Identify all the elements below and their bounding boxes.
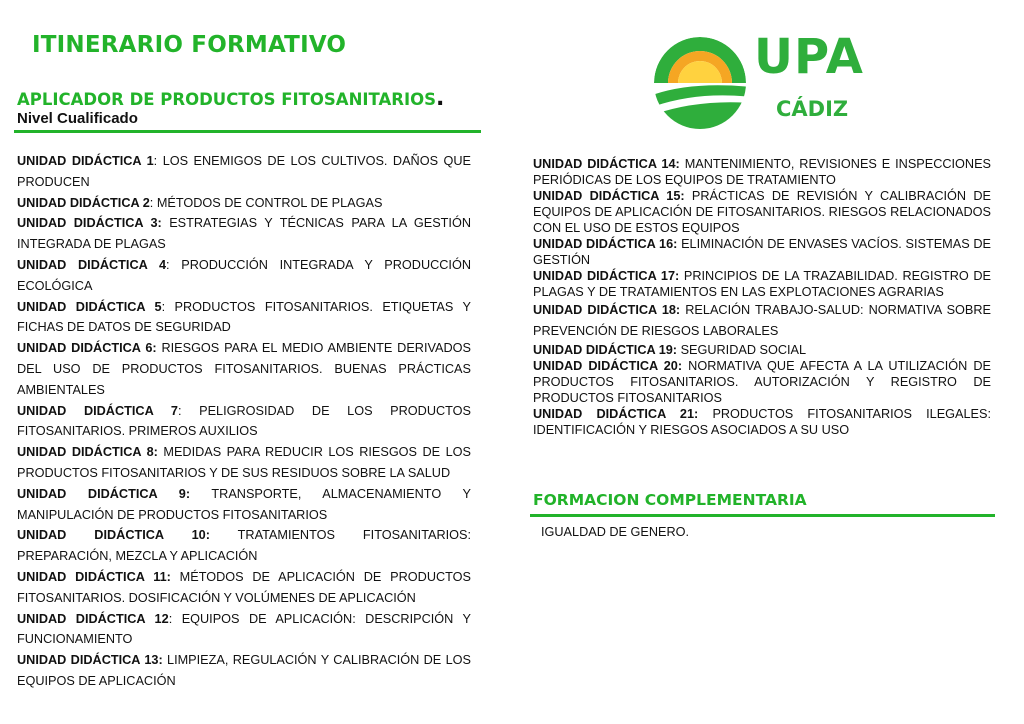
unit-text: SEGURIDAD SOCIAL	[680, 343, 807, 357]
logo-text: UPA	[754, 29, 864, 85]
unit-text: TRATAMIENTOS FITOSANITARIOS: PREPARACIÓN, MEZCLA Y APLICACIÓN	[17, 528, 472, 564]
unit-item	[17, 151, 471, 193]
unit-item	[533, 236, 991, 268]
unit-item	[17, 484, 471, 526]
unit-item	[17, 650, 471, 692]
unit-item	[17, 297, 471, 339]
unit-separator: :	[177, 403, 200, 418]
unit-text: RELACIÓN TRABAJO-SALUD: NORMATIVA SOBRE PREVENCIÓN DE RIESGOS LABORALES	[533, 303, 991, 338]
unit-label: UNIDAD DIDÁCTICA 8:	[17, 445, 158, 460]
unit-label: UNIDAD DIDÁCTICA 16:	[533, 237, 678, 251]
unit-label: UNIDAD DIDÁCTICA 4	[17, 257, 167, 272]
unit-separator	[210, 528, 238, 542]
units-list-right	[533, 156, 991, 438]
complementary-divider	[530, 514, 995, 517]
unit-text: MÉTODOS DE CONTROL DE PLAGAS	[156, 195, 383, 210]
unit-item	[533, 342, 991, 358]
unit-separator: :	[161, 299, 175, 314]
unit-item	[17, 213, 471, 255]
unit-item	[533, 156, 991, 188]
unit-item	[17, 442, 471, 484]
units-list-left	[17, 151, 471, 692]
unit-text: EQUIPOS DE APLICACIÓN: DESCRIPCIÓN Y FUNCIONAMIENTO	[17, 611, 471, 647]
unit-item	[17, 567, 471, 609]
header-divider	[14, 130, 481, 133]
unit-text: MANTENIMIENTO, REVISIONES E INSPECCIONES PERIÓDICAS DE LOS EQUIPOS DE TRATAMIENTO	[533, 157, 992, 187]
unit-item	[17, 609, 471, 651]
unit-separator	[698, 407, 712, 421]
unit-label: UNIDAD DIDÁCTICA 9:	[17, 486, 191, 501]
unit-item	[533, 268, 991, 300]
unit-separator	[685, 189, 692, 203]
upa-cadiz-logo	[652, 29, 877, 132]
unit-text: TRANSPORTE, ALMACENAMIENTO Y MANIPULACIÓN DE PRODUCTOS FITOSANITARIOS	[17, 486, 471, 522]
unit-label: UNIDAD DIDÁCTICA 13:	[17, 653, 163, 668]
unit-separator	[171, 570, 180, 584]
unit-item	[533, 358, 991, 406]
unit-label: UNIDAD DIDÁCTICA 6:	[17, 341, 157, 356]
sun-field-icon	[652, 35, 752, 132]
unit-label: UNIDAD DIDÁCTICA 3:	[17, 216, 162, 231]
unit-text: MEDIDAS PARA REDUCIR LOS RIESGOS DE LOS PRODUCTOS FITOSANITARIOS Y DE SUS RESIDUOS SOBRE LA SALUD	[17, 445, 471, 480]
unit-item	[17, 525, 471, 567]
unit-label: UNIDAD DIDÁCTICA 10:	[17, 528, 210, 543]
unit-item	[533, 188, 991, 236]
unit-item	[17, 193, 471, 214]
unit-item	[533, 300, 991, 342]
unit-text: LIMPIEZA, REGULACIÓN Y CALIBRACIÓN DE LOS EQUIPOS DE APLICACIÓN	[17, 653, 471, 688]
unit-text: PRODUCTOS FITOSANITARIOS ILEGALES: IDENTIFICACIÓN Y RIESGOS ASOCIADOS A SU USO	[533, 407, 992, 437]
unit-label: UNIDAD DIDÁCTICA 11:	[17, 569, 171, 584]
unit-label: UNIDAD DIDÁCTICA 20:	[533, 359, 683, 373]
unit-text: PELIGROSIDAD DE LOS PRODUCTOS FITOSANITARIOS. PRIMEROS AUXILIOS	[17, 403, 471, 439]
unit-text: RIESGOS PARA EL MEDIO AMBIENTE DERIVADOS DEL USO DE PRODUCTOS FITOSANITARIOS. BUENAS PRÁCTICAS AMBIENTALES	[17, 341, 471, 397]
unit-label: UNIDAD DIDÁCTICA 2	[17, 195, 150, 210]
unit-label: UNIDAD DIDÁCTICA 18:	[533, 303, 681, 317]
unit-label: UNIDAD DIDÁCTICA 14:	[533, 157, 680, 171]
course-title-dot: .	[436, 86, 445, 111]
unit-separator: :	[166, 257, 182, 272]
unit-item	[17, 338, 471, 400]
course-level: Nivel Cualificado	[17, 110, 138, 127]
unit-text: MÉTODOS DE APLICACIÓN DE PRODUCTOS FITOSANITARIOS. DOSIFICACIÓN Y VOLÚMENES DE APLICACIÓN	[17, 569, 471, 605]
complementary-item: IGUALDAD DE GENERO.	[541, 525, 690, 539]
unit-label: UNIDAD DIDÁCTICA 17:	[533, 269, 680, 283]
unit-separator	[190, 487, 211, 501]
unit-text: PRODUCCIÓN INTEGRADA Y PRODUCCIÓN ECOLÓGICA	[17, 257, 471, 293]
unit-label: UNIDAD DIDÁCTICA 21:	[533, 407, 699, 421]
unit-text: PRINCIPIOS DE LA TRAZABILIDAD. REGISTRO DE PLAGAS Y DE TRATAMIENTOS EN LAS EXPLOTACIONES AGRARIAS	[533, 269, 991, 299]
logo-region: CÁDIZ	[776, 97, 849, 121]
unit-label: UNIDAD DIDÁCTICA 7	[17, 403, 178, 418]
unit-text: LOS ENEMIGOS DE LOS CULTIVOS. DAÑOS QUE PRODUCEN	[17, 154, 472, 189]
unit-text: PRÁCTICAS DE REVISIÓN Y CALIBRACIÓN DE EQUIPOS DE APLICACIÓN DE FITOSANITARIOS. RIESGOS RELACIONADOS CON EL USO DE ESTOS EQUIPOS	[533, 189, 991, 235]
unit-separator: :	[153, 154, 163, 168]
unit-item	[533, 406, 991, 438]
unit-label: UNIDAD DIDÁCTICA 15:	[533, 189, 685, 203]
unit-label: UNIDAD DIDÁCTICA 19:	[533, 343, 678, 357]
unit-item	[17, 401, 471, 443]
course-title	[17, 86, 444, 111]
course-title-text: APLICADOR DE PRODUCTOS FITOSANITARIOS	[17, 90, 437, 109]
unit-text: NORMATIVA QUE AFECTA A LA UTILIZACIÓN DE PRODUCTOS FITOSANITARIOS. AUTORIZACIÓN Y REGISTRO DE PRODUCTOS FITOSANITARIOS	[533, 359, 991, 405]
unit-text: PRODUCTOS FITOSANITARIOS. ETIQUETAS Y FICHAS DE DATOS DE SEGURIDAD	[17, 299, 471, 335]
unit-separator: :	[149, 195, 157, 210]
complementary-title: FORMACION COMPLEMENTARIA	[533, 491, 807, 509]
unit-text: ELIMINACIÓN DE ENVASES VACÍOS. SISTEMAS DE GESTIÓN	[533, 237, 991, 267]
unit-label: UNIDAD DIDÁCTICA 5	[17, 299, 162, 314]
unit-label: UNIDAD DIDÁCTICA 1	[17, 154, 154, 168]
unit-label: UNIDAD DIDÁCTICA 12	[17, 611, 169, 626]
unit-separator: :	[168, 611, 182, 626]
unit-item	[17, 255, 471, 297]
page-title: ITINERARIO FORMATIVO	[32, 32, 347, 58]
unit-text: ESTRATEGIAS Y TÉCNICAS PARA LA GESTIÓN INTEGRADA DE PLAGAS	[17, 216, 471, 252]
